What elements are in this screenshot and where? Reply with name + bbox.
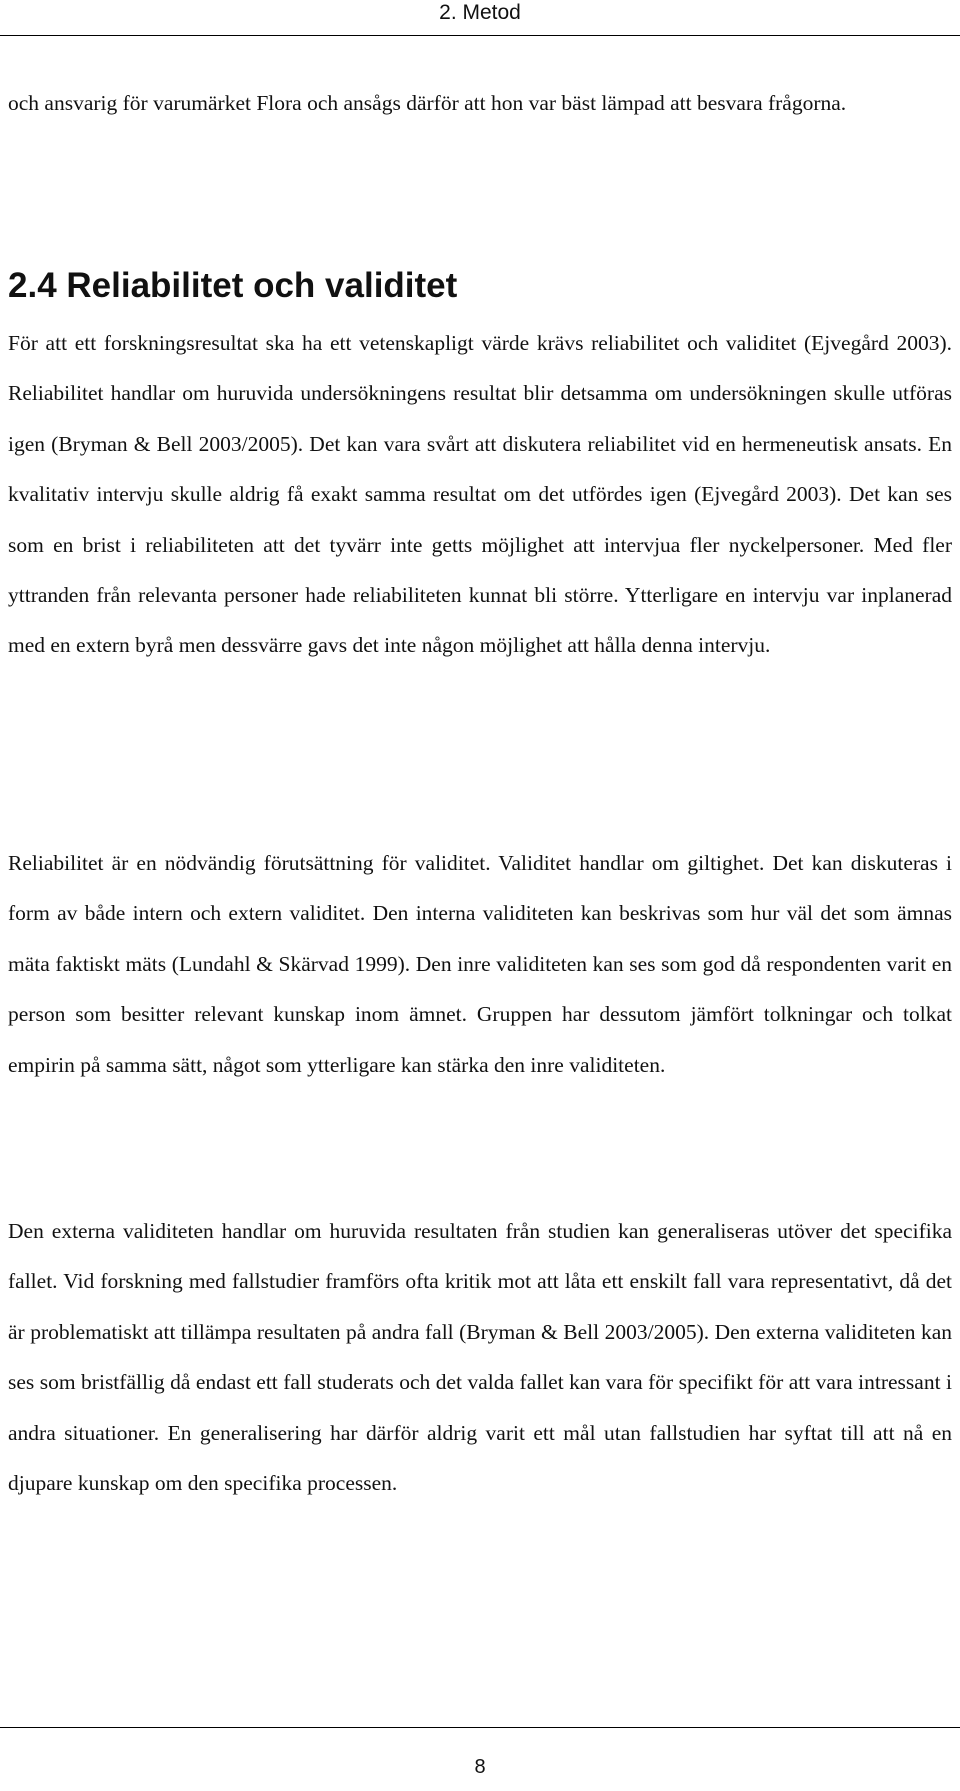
section-heading: 2.4 Reliabilitet och validitet: [8, 266, 458, 305]
intro-paragraph: och ansvarig för varumärket Flora och ansågs därför att hon var bäst lämpad att besvara frågorna.: [8, 91, 847, 115]
running-header: 2. Metod: [439, 1, 521, 24]
external-validity-paragraph: Den externa validiteten handlar om huruvida resultaten från studien kan generaliseras utöver det specifika fallet. Vid forskning med fallstudier framförs ofta kritik mot att låta ett enskilt fall vara representativt, då det är problematiskt att tillämpa resultaten på andra fall (Bryman & Bell 2003/2005). Den externa validiteten kan ses som bristfällig då endast ett fall studerats och det valda fallet kan vara för specifikt för att vara intressant i andra situationer. En generalisering har därför aldrig varit ett mål utan fallstudien har syftat till att nå en djupare kunskap om den specifika processen.: [8, 1219, 952, 1496]
footer-divider: [0, 1727, 960, 1728]
validity-paragraph: Reliabilitet är en nödvändig förutsättning för validitet. Validitet handlar om giltighet. Det kan diskuteras i form av både intern och extern validitet. Den interna validiteten kan beskrivas som hur väl det som ämnas mäta faktiskt mäts (Lundahl & Skärvad 1999). Den inre validiteten kan ses som god då respondenten varit en person som besitter relevant kunskap inom ämnet. Gruppen har dessutom jämfört tolkningar och tolkat empirin på samma sätt, något som ytterligare kan stärka den inre validiteten.: [8, 851, 952, 1077]
page-number: 8: [474, 1756, 486, 1778]
header-divider: [0, 35, 960, 36]
reliability-paragraph: För att ett forskningsresultat ska ha ett vetenskapligt värde krävs reliabilitet och validitet (Ejvegård 2003). Reliabilitet handlar om huruvida undersökningens resultat blir detsamma om undersökningen skulle utföras igen (Bryman & Bell 2003/2005). Det kan vara svårt att diskutera reliabilitet vid en hermeneutisk ansats. En kvalitativ intervju skulle aldrig få exakt samma resultat om det utfördes igen (Ejvegård 2003). Det kan ses som en brist i reliabiliteten att det tyvärr inte getts möjlighet att intervjua fler nyckelpersoner. Med fler yttranden från relevanta personer hade reliabiliteten kunnat bli större. Ytterligare en intervju var inplanerad med en extern byrå men dessvärre gavs det inte någon möjlighet att hålla denna intervju.: [8, 331, 952, 658]
